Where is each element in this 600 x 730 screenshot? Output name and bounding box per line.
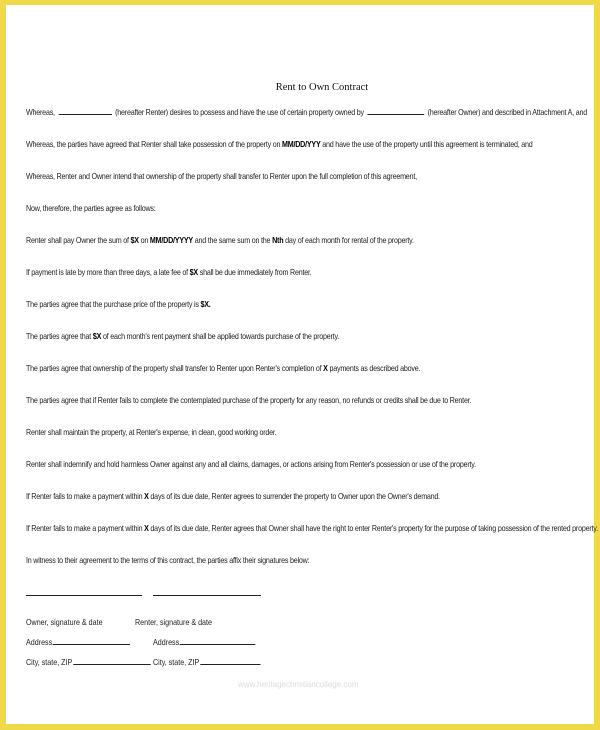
owner-city-row [26, 657, 151, 667]
document-title: Rent to Own Contract [275, 82, 369, 93]
owner-signature-line[interactable] [26, 595, 142, 596]
paragraph-right-of-entry [26, 523, 598, 533]
p5-text-b: on [140, 235, 149, 245]
p6-text-a: If payment is late by more than three days, a late fee of [26, 267, 188, 277]
paragraph-agree: Now, therefore, the parties agree as follows: [26, 203, 156, 213]
paragraph-indemnify: Renter shall indemnify and hold harmless Owner against any and all claims, damages, or actions arising from Renter's possession or use of the property. [26, 459, 476, 469]
paragraph-surrender [26, 491, 508, 501]
owner-address-label: Address [26, 637, 53, 647]
p9-text-a: The parties agree that ownership of the property shall transfer to Renter upon Renter's completion of [26, 363, 322, 373]
rent-day: Nth [272, 235, 284, 245]
owner-signature-label: Owner, signature & date [26, 617, 103, 627]
p8-text-b: of each month's rent payment shall be applied towards purchase of the property. [102, 331, 340, 341]
rent-start-date: MM/DD/YYYY [149, 235, 193, 245]
rent-amount: $X [130, 235, 139, 245]
owner-city-label: City, state, ZIP [26, 657, 73, 667]
paragraph-ownership-transfer [26, 363, 508, 373]
renter-city-field[interactable] [200, 657, 260, 665]
p14-text-b: days of its due date, Renter agrees that Owner shall have the right to enter Renter's property for the purpose of taking possession of the rented property. [150, 523, 598, 533]
entry-days: X [144, 523, 149, 533]
possession-date: MM/DD/YYY [281, 139, 321, 149]
p1-text-c: (hereafter Owner) and described in Attachment A, and [427, 107, 587, 117]
p8-text-a: The parties agree that [26, 331, 92, 341]
p6-text-b: shall be due immediately from Renter. [199, 267, 312, 277]
p1-text-a: Whereas, [26, 107, 55, 117]
p13-text-a: If Renter fails to make a payment within [26, 491, 143, 501]
paragraph-late-fee [26, 267, 508, 277]
renter-city-label: City, state, ZIP [153, 657, 200, 667]
owner-name-blank[interactable] [367, 107, 424, 115]
renter-city-row [153, 657, 260, 667]
paragraph-parties [26, 107, 587, 117]
p2-text-b: and have the use of the property until this agreement is terminated, and [322, 139, 533, 149]
renter-signature-line[interactable] [153, 595, 261, 596]
paragraph-possession [26, 139, 533, 149]
payment-count: X [323, 363, 328, 373]
surrender-days: X [144, 491, 149, 501]
renter-address-field[interactable] [180, 637, 256, 645]
paragraph-maintenance: Renter shall maintain the property, at Renter's expense, in clean, good working order. [26, 427, 277, 437]
paragraph-witness: In witness to their agreement to the terms of this contract, the parties affix their signatures below: [26, 555, 310, 565]
late-fee-amount: $X [189, 267, 198, 277]
p5-text-a: Renter shall pay Owner the sum of [26, 235, 129, 245]
p5-text-c: and the same sum on the [194, 235, 271, 245]
watermark: www.heritagechristiancollege.com [238, 680, 359, 689]
rent-credit-amount: $X [92, 331, 102, 341]
owner-city-field[interactable] [73, 657, 150, 665]
owner-address-row [26, 637, 130, 647]
paragraph-no-refunds: The parties agree that if Renter fails to complete the contemplated purchase of the property for any reason, no refunds or credits shall be due to Renter. [26, 395, 472, 405]
renter-signature-label: Renter, signature & date [135, 617, 212, 627]
p9-text-b: payments as described above. [329, 363, 421, 373]
paragraph-intent: Whereas, Renter and Owner intend that ownership of the property shall transfer to Renter upon the full completion of this agreement, [26, 171, 417, 181]
renter-name-blank[interactable] [58, 107, 111, 115]
purchase-price: $X. [200, 299, 211, 309]
renter-address-label: Address [153, 637, 180, 647]
paragraph-rent [26, 235, 508, 245]
p5-text-d: day of each month for rental of the property. [285, 235, 414, 245]
renter-address-row [153, 637, 256, 647]
p7-text-a: The parties agree that the purchase price of the property is [26, 299, 199, 309]
paragraph-purchase-price [26, 299, 508, 309]
p2-text-a: Whereas, the parties have agreed that Renter shall take possession of the property on [26, 139, 281, 149]
paragraph-rent-credit [26, 331, 508, 341]
p13-text-b: days of its due date, Renter agrees to surrender the property to Owner upon the Owner's demand. [150, 491, 440, 501]
owner-address-field[interactable] [53, 637, 130, 645]
p1-text-b: (hereafter Renter) desires to possess and have the use of certain property owned by [115, 107, 364, 117]
p14-text-a: If Renter fails to make a payment within [26, 523, 143, 533]
